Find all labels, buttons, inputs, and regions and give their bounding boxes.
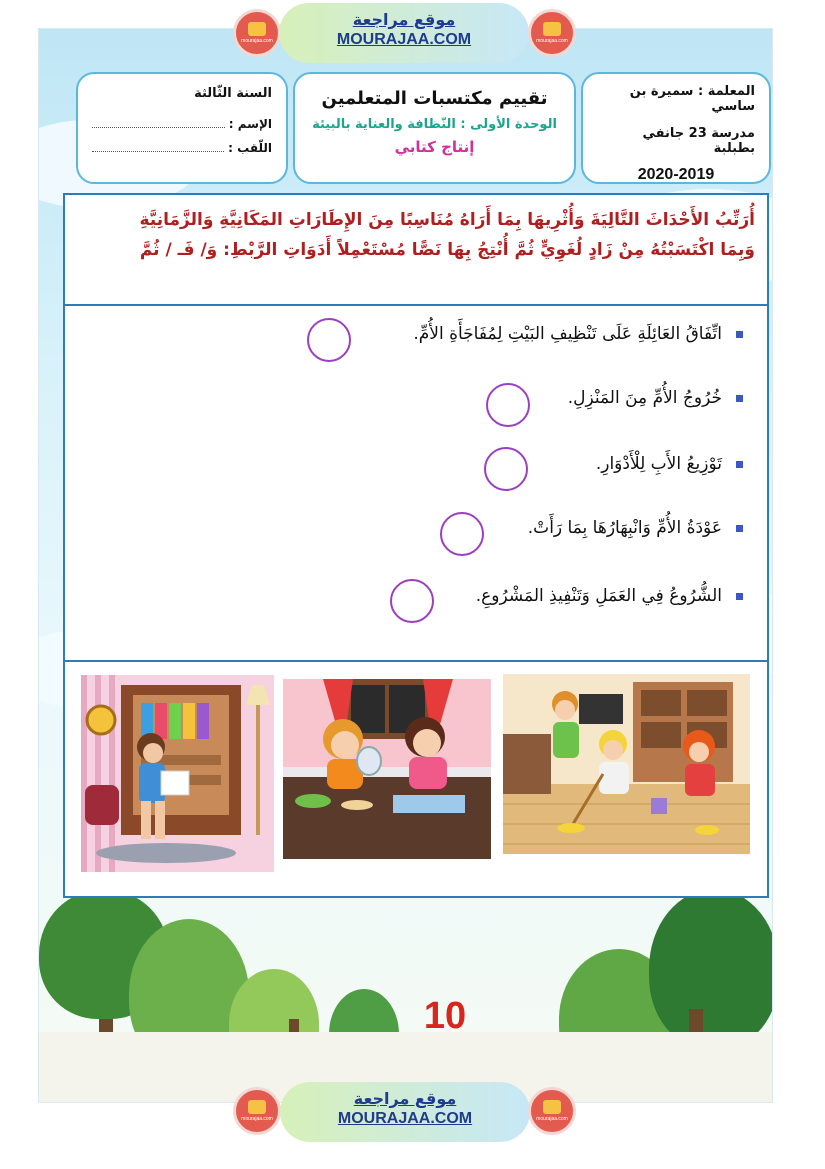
instruction-line: أُرَتِّبُ الأَحْدَاثَ التَّالِيَةَ وَأُثْرِيهَا بِمَا أَرَاهُ مُنَاسِبًا مِنَ الإِطَارَاتِ المَكَانِيَّةِ وَالزَّمَانِيَّةِ	[139, 210, 755, 230]
list-item: الشُّرُوعُ فِي العَمَلِ وَتَنْفِيذِ المَشْرُوعِ.	[476, 586, 743, 606]
surname-field[interactable]	[92, 141, 272, 155]
unit-title: الوحدة الأولى : النّظافة والعناية بالبيئة	[312, 117, 557, 132]
teacher-info-box	[581, 72, 771, 184]
surname-blank[interactable]	[92, 142, 224, 152]
student-info-box	[76, 72, 288, 184]
order-circle[interactable]	[440, 512, 484, 556]
instruction-line: وَبِمَا اكْتَسَبْتُهُ مِنْ زَادٍ لُغَوِيٍّ ثُمَّ أُنْتِجُ بِهَا نَصًّا مُسْتَعْمِلاً أَدَوَاتِ الرَّبْطِ: وَ/ فَـ / ثُمَّ	[139, 240, 755, 260]
school-name: مدرسة 23 جانفي بطبلبة	[642, 126, 755, 156]
illustrations-row	[65, 662, 767, 898]
surname-label: اللّقب :	[228, 141, 272, 155]
teacher-name: المعلمة : سميرة بن ساسي	[629, 84, 755, 114]
site-banner-bottom[interactable]	[280, 1082, 530, 1142]
site-name-english: MOURAJAA.COM	[336, 31, 472, 48]
tree	[649, 889, 773, 1049]
girls-washing-dishes-image	[283, 679, 491, 859]
girl-wardrobe-image	[81, 675, 274, 872]
site-banner-top[interactable]	[279, 3, 529, 63]
bullet-icon	[736, 395, 743, 402]
grade-label: السنة الثّالثة	[194, 86, 272, 101]
order-circle[interactable]	[307, 318, 351, 362]
site-name-arabic: موقع مراجعة	[353, 1089, 457, 1108]
list-item: عَوْدَةُ الأُمِّ وَانْبِهَارُهَا بِمَا رَأَتْ.	[528, 518, 743, 538]
bullet-icon	[736, 593, 743, 600]
list-item: خُرُوجُ الأُمِّ مِنَ المَنْزِلِ.	[568, 388, 743, 408]
bullet-icon	[736, 331, 743, 338]
title-box	[293, 72, 576, 184]
list-item: تَوْزِيعُ الأَبِ لِلْأَدْوَارِ.	[596, 454, 743, 474]
assessment-title: تقييم مكتسبات المتعلمين	[321, 88, 548, 109]
instruction-block	[65, 195, 767, 306]
site-logo-icon[interactable]: mourajaa.com	[528, 9, 576, 57]
name-field[interactable]	[92, 117, 272, 131]
site-logo-icon[interactable]: mourajaa.com	[233, 9, 281, 57]
list-item: اتِّفَاقُ العَائِلَةِ عَلَى تَنْظِيفِ البَيْتِ لِمُفَاجَأَةِ الأُمِّ.	[413, 324, 743, 344]
exercise-box	[63, 193, 769, 898]
order-circle[interactable]	[390, 579, 434, 623]
school-year: 2020-2019	[637, 166, 715, 183]
order-circle[interactable]	[484, 447, 528, 491]
name-blank[interactable]	[92, 118, 225, 128]
site-logo-icon[interactable]: mourajaa.com	[233, 1087, 281, 1135]
kids-cleaning-room-image	[503, 674, 750, 854]
order-circle[interactable]	[486, 383, 530, 427]
name-label: الإسم :	[228, 117, 272, 131]
bullet-icon	[736, 461, 743, 468]
activity-title: إنتاج كتابي	[394, 138, 475, 156]
site-name-english: MOURAJAA.COM	[337, 1110, 473, 1127]
page-number: 10	[423, 995, 467, 1037]
site-name-arabic: موقع مراجعة	[352, 10, 456, 29]
bullet-icon	[736, 525, 743, 532]
events-list	[65, 306, 767, 662]
site-logo-icon[interactable]: mourajaa.com	[528, 1087, 576, 1135]
